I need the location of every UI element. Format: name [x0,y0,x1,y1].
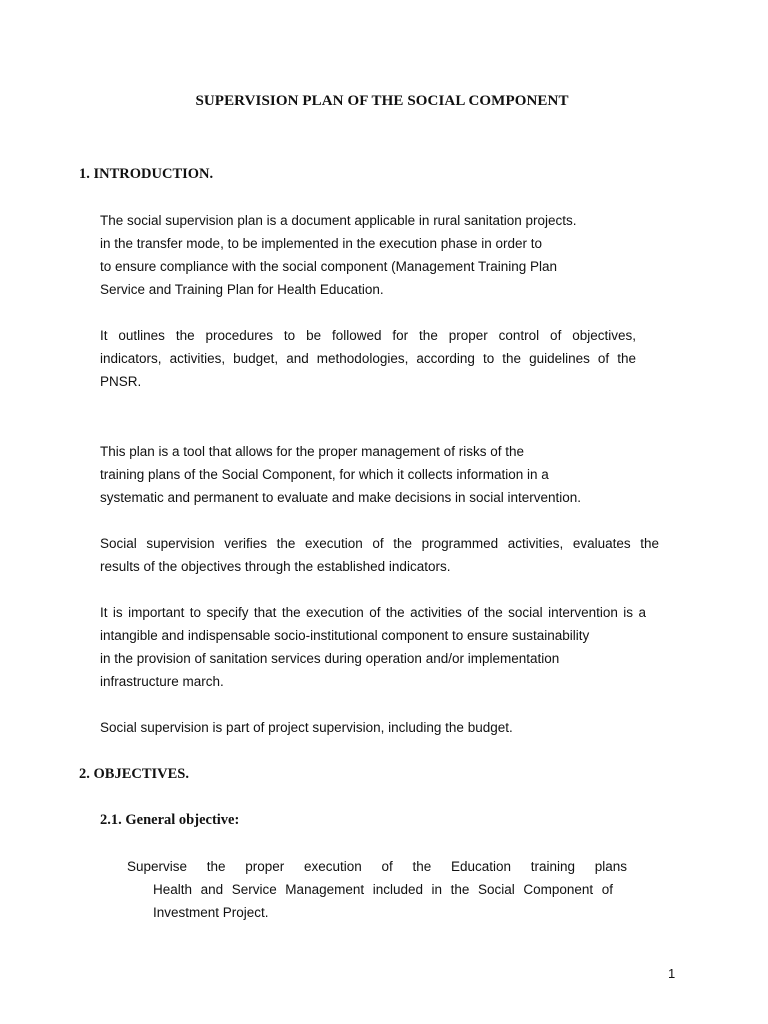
page-number: 1 [668,966,676,981]
subsection-heading-general-objective: 2.1. General objective: [100,812,240,828]
text-line: It outlines the procedures to be followed for the proper control of objectives, [100,328,636,343]
text-line: to ensure compliance with the social component (Management Training Plan [100,259,558,274]
text-line: Supervise the proper execution of the Education training plans [127,859,627,874]
text-line: PNSR. [100,374,142,389]
paragraph-intro-6 [100,716,640,739]
section-heading-introduction: 1. INTRODUCTION. [79,166,214,182]
text-line: in the provision of sanitation services during operation and/or implementation [100,651,560,666]
text-line [127,878,627,901]
paragraph-general-objective [127,855,627,924]
text-line: Investment Project. [153,905,269,920]
paragraph-intro-4 [100,532,659,578]
text-line: indicators, activities, budget, and methodologies, according to the guidelines of the [100,351,636,366]
text-line-content: Health and Service Management included in the Social Component of [153,882,613,897]
text-line: training plans of the Social Component, for which it collects information in a [100,467,549,482]
text-line: infrastructure march. [100,674,224,689]
text-line: Social supervision is part of project supervision, including the budget. [100,720,513,735]
paragraph-intro-3 [100,440,640,509]
text-line: The social supervision plan is a document applicable in rural sanitation projects. [100,213,577,228]
text-line: systematic and permanent to evaluate and make decisions in social intervention. [100,490,582,505]
section-heading-objectives: 2. OBJECTIVES. [79,766,189,782]
document-title: SUPERVISION PLAN OF THE SOCIAL COMPONENT [195,93,569,109]
text-line: This plan is a tool that allows for the proper management of risks of the [100,444,524,459]
text-line: Social supervision verifies the execution of the programmed activities, evaluates the [100,536,659,551]
text-line: It is important to specify that the execution of the activities of the social intervention is a [100,605,646,620]
paragraph-intro-2 [100,324,636,393]
text-line: intangible and indispensable socio-institutional component to ensure sustainability [100,628,590,643]
text-line: results of the objectives through the established indicators. [100,559,451,574]
paragraph-intro-5 [100,601,646,693]
paragraph-intro-1 [100,209,640,301]
text-line: Service and Training Plan for Health Education. [100,282,384,297]
text-line: in the transfer mode, to be implemented in the execution phase in order to [100,236,543,251]
